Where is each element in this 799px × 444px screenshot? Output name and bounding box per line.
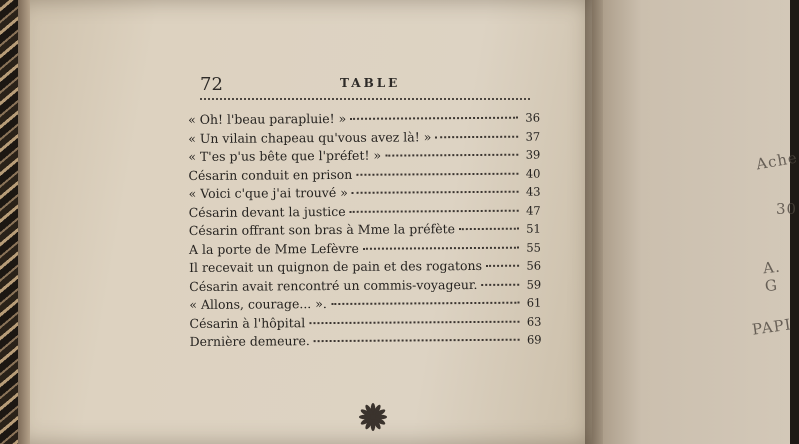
toc-entry-page: 51 xyxy=(526,221,541,236)
page-number: 72 xyxy=(200,74,223,95)
toc-entry-title: Césarin offrant son bras à Mme la préfète xyxy=(188,221,456,238)
dot-leader xyxy=(331,302,520,305)
toc-entry xyxy=(189,258,541,279)
dot-leader xyxy=(352,191,519,194)
toc-entry xyxy=(189,221,541,242)
right-page xyxy=(592,0,790,444)
toc-entry-page: 43 xyxy=(525,184,541,199)
toc-entry-title: « Oh! l'beau parapluie! » xyxy=(188,110,347,127)
fleuron-icon xyxy=(358,402,388,432)
toc-entry-page: 69 xyxy=(526,332,542,347)
toc-entry xyxy=(188,110,540,131)
toc-entry-page: 47 xyxy=(526,203,541,218)
toc-entry-page: 40 xyxy=(525,166,541,181)
table-of-contents xyxy=(188,110,542,353)
toc-entry-page: 59 xyxy=(526,277,542,292)
toc-entry-title: Césarin conduit en prison xyxy=(188,166,353,183)
dot-leader xyxy=(459,228,519,230)
toc-entry-title: Césarin avait rencontré un commis-voyageur. xyxy=(189,276,478,294)
dot-leader xyxy=(363,246,519,249)
toc-entry-title: « Allons, courage... ». xyxy=(189,296,327,312)
toc-entry xyxy=(188,128,540,149)
toc-entry-title: A la porte de Mme Lefèvre xyxy=(188,240,359,257)
section-title: TABLE xyxy=(340,76,401,90)
dot-leader xyxy=(486,265,519,267)
right-page-fragment: Ache xyxy=(754,148,799,174)
toc-entry-page: 63 xyxy=(526,314,542,329)
right-page-fragment: PAPI xyxy=(750,315,793,339)
toc-entry xyxy=(190,332,542,353)
toc-entry-title: Césarin devant la justice xyxy=(188,203,346,220)
toc-entry-page: 39 xyxy=(525,147,541,162)
toc-entry xyxy=(189,313,541,334)
dot-leader xyxy=(356,172,518,175)
toc-entry xyxy=(189,184,541,205)
toc-entry-page: 56 xyxy=(526,258,542,273)
toc-entry xyxy=(188,165,540,186)
toc-entry-title: Dernière demeure. xyxy=(189,333,310,349)
dot-leader xyxy=(481,283,519,285)
toc-entry xyxy=(189,276,541,297)
toc-entry-title: Césarin à l'hôpital xyxy=(189,314,306,331)
dot-leader xyxy=(314,339,520,342)
toc-entry-title: « Voici c'que j'ai trouvé » xyxy=(188,184,348,201)
toc-entry-page: 61 xyxy=(526,295,542,310)
toc-entry-title: Il recevait un quignon de pain et des rogatons xyxy=(189,257,483,275)
dot-leader xyxy=(350,209,519,212)
toc-entry-title: « T'es p'us bête que l'préfet! » xyxy=(188,147,382,164)
toc-entry xyxy=(189,295,541,316)
toc-entry xyxy=(189,239,541,260)
right-page-fragment: A. G xyxy=(762,257,782,296)
book-gutter xyxy=(585,0,603,444)
toc-entry-page: 37 xyxy=(525,129,541,144)
toc-entry xyxy=(188,147,540,168)
toc-entry xyxy=(189,202,541,223)
right-page-fragment: 30 xyxy=(776,200,798,218)
dot-leader xyxy=(309,320,519,323)
toc-entry-page: 36 xyxy=(525,110,541,125)
dot-leader xyxy=(350,117,518,120)
dot-leader xyxy=(385,154,518,157)
toc-entry-title: « Un vilain chapeau qu'vous avez là! » xyxy=(188,128,432,146)
dot-leader xyxy=(435,135,518,138)
header-rule xyxy=(200,98,530,100)
toc-entry-page: 55 xyxy=(526,240,542,255)
